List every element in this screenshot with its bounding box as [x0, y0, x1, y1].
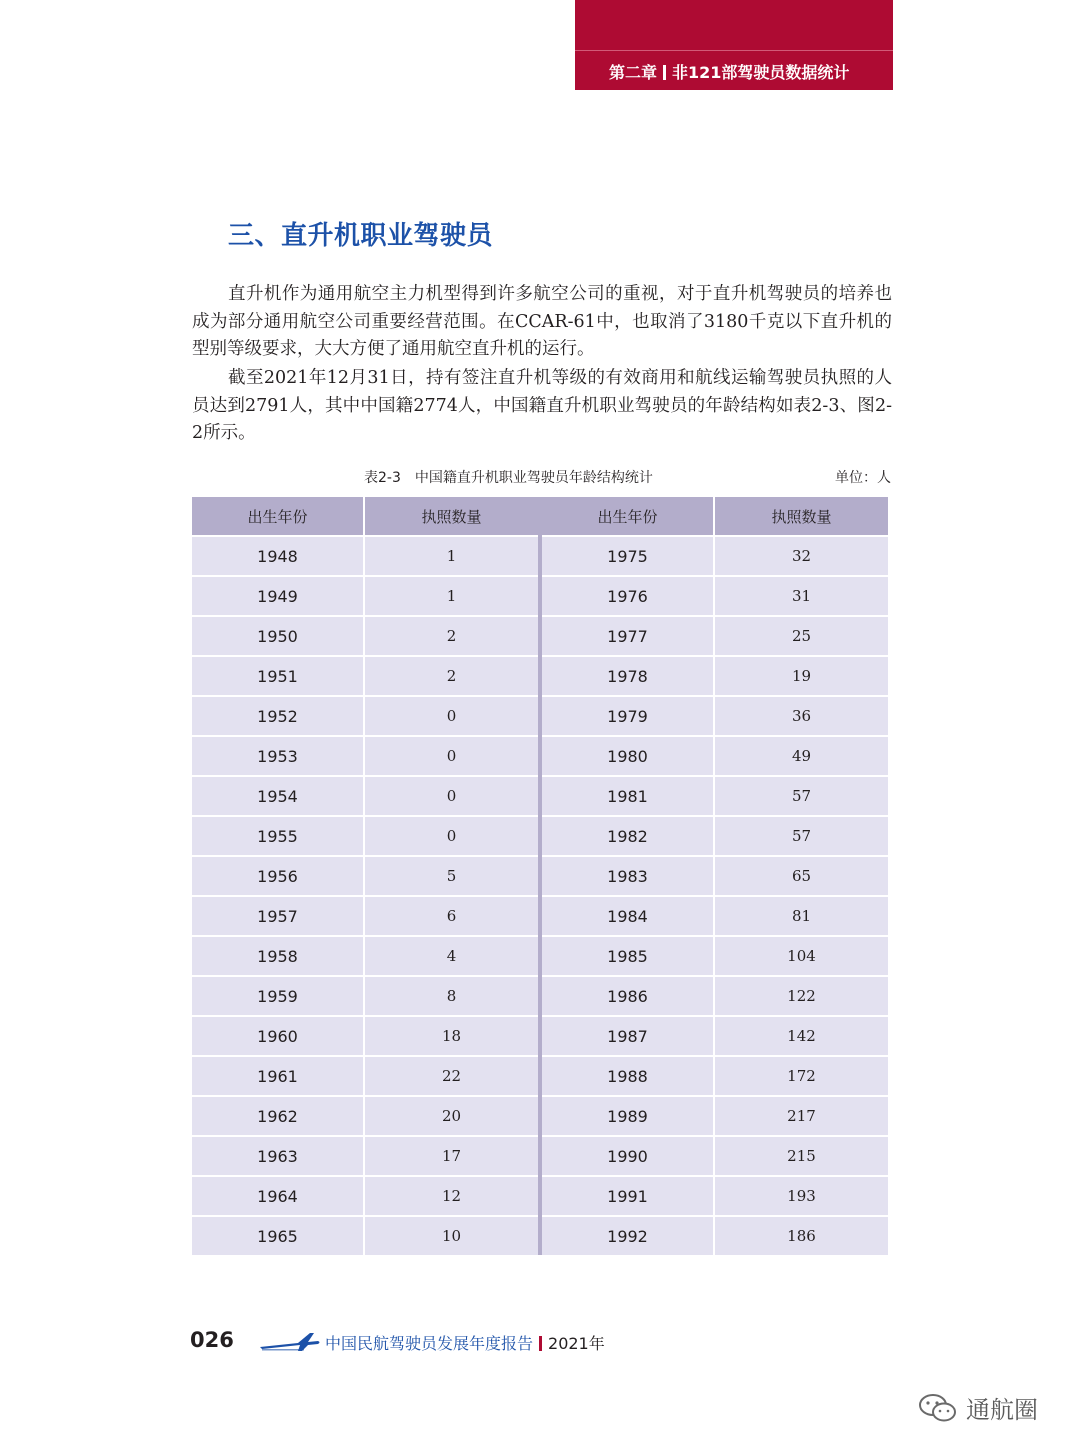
chapter-number: 第二章	[609, 63, 658, 82]
chapter-header-bar	[575, 0, 893, 90]
birth-year-cell: 1949	[192, 577, 363, 615]
license-count-cell: 215	[715, 1137, 888, 1175]
birth-year-cell: 1982	[542, 817, 713, 855]
license-count-cell: 20	[365, 1097, 538, 1135]
birth-year-cell: 1990	[542, 1137, 713, 1175]
table-row	[192, 537, 538, 577]
birth-year-cell: 1991	[542, 1177, 713, 1215]
chapter-separator	[663, 65, 666, 80]
license-count-cell: 172	[715, 1057, 888, 1095]
table-row	[542, 737, 888, 777]
table-row	[542, 977, 888, 1017]
body-paragraph-2: 截至2021年12月31日，持有签注直升机等级的有效商用和航线运输驾驶员执照的人员达到2791人，其中中国籍2774人，中国籍直升机职业驾驶员的年龄结构如表2-3、图2-2所示。	[192, 368, 892, 443]
table-row	[192, 857, 538, 897]
license-count-cell: 0	[365, 737, 538, 775]
birth-year-cell: 1979	[542, 697, 713, 735]
table-row	[542, 897, 888, 937]
birth-year-cell: 1952	[192, 697, 363, 735]
birth-year-cell: 1954	[192, 777, 363, 815]
birth-year-cell: 1986	[542, 977, 713, 1015]
license-count-cell: 2	[365, 617, 538, 655]
birth-year-cell: 1987	[542, 1017, 713, 1055]
birth-year-cell: 1951	[192, 657, 363, 695]
table-row	[192, 1017, 538, 1057]
license-count-cell: 57	[715, 817, 888, 855]
table-row	[192, 937, 538, 977]
birth-year-cell: 1953	[192, 737, 363, 775]
table-row	[542, 617, 888, 657]
birth-year-cell: 1956	[192, 857, 363, 895]
license-count-cell: 122	[715, 977, 888, 1015]
license-count-cell: 0	[365, 777, 538, 815]
birth-year-cell: 1988	[542, 1057, 713, 1095]
airplane-icon	[258, 1327, 322, 1355]
license-count-cell: 12	[365, 1177, 538, 1215]
table-row	[192, 817, 538, 857]
license-count-cell: 49	[715, 737, 888, 775]
birth-year-cell: 1962	[192, 1097, 363, 1135]
license-count-cell: 5	[365, 857, 538, 895]
license-count-cell: 17	[365, 1137, 538, 1175]
birth-year-cell: 1976	[542, 577, 713, 615]
birth-year-cell: 1975	[542, 537, 713, 575]
table-header-row	[192, 497, 538, 537]
chapter-header	[609, 60, 849, 83]
birth-year-cell: 1984	[542, 897, 713, 935]
birth-year-cell: 1965	[192, 1217, 363, 1255]
license-count-cell: 217	[715, 1097, 888, 1135]
license-count-cell: 193	[715, 1177, 888, 1215]
chapter-title: 非121部驾驶员数据统计	[672, 63, 850, 82]
table-row	[542, 857, 888, 897]
birth-year-cell: 1989	[542, 1097, 713, 1135]
birth-year-cell: 1963	[192, 1137, 363, 1175]
license-count-cell: 19	[715, 657, 888, 695]
table-row	[192, 737, 538, 777]
license-count-cell: 57	[715, 777, 888, 815]
table-row	[192, 897, 538, 937]
license-count-cell: 186	[715, 1217, 888, 1255]
footer-separator	[539, 1336, 542, 1351]
birth-year-cell: 1983	[542, 857, 713, 895]
table-right-half	[542, 497, 888, 1257]
age-structure-table	[192, 497, 888, 1257]
column-header-license-count: 执照数量	[365, 497, 538, 535]
table-row	[542, 537, 888, 577]
birth-year-cell: 1959	[192, 977, 363, 1015]
license-count-cell: 142	[715, 1017, 888, 1055]
table-caption-number: 表2-3	[364, 470, 401, 486]
table-row	[192, 977, 538, 1017]
birth-year-cell: 1957	[192, 897, 363, 935]
table-unit: 单位：人	[835, 470, 891, 486]
watermark-text: 通航圈	[966, 1396, 1038, 1424]
birth-year-cell: 1985	[542, 937, 713, 975]
birth-year-cell: 1964	[192, 1177, 363, 1215]
table-caption	[364, 467, 653, 487]
license-count-cell: 0	[365, 817, 538, 855]
license-count-cell: 0	[365, 697, 538, 735]
license-count-cell: 1	[365, 577, 538, 615]
license-count-cell: 10	[365, 1217, 538, 1255]
table-row	[192, 1057, 538, 1097]
section-title: 三、直升机职业驾驶员	[228, 221, 494, 251]
table-row	[192, 657, 538, 697]
table-row	[192, 577, 538, 617]
birth-year-cell: 1978	[542, 657, 713, 695]
table-row	[192, 1097, 538, 1137]
license-count-cell: 32	[715, 537, 888, 575]
table-row	[542, 937, 888, 977]
license-count-cell: 25	[715, 617, 888, 655]
license-count-cell: 104	[715, 937, 888, 975]
license-count-cell: 36	[715, 697, 888, 735]
birth-year-cell: 1980	[542, 737, 713, 775]
footer-report-title	[325, 1331, 605, 1354]
table-header-row	[542, 497, 888, 537]
table-row	[542, 1017, 888, 1057]
table-caption-title: 中国籍直升机职业驾驶员年龄结构统计	[414, 470, 653, 486]
birth-year-cell: 1992	[542, 1217, 713, 1255]
license-count-cell: 4	[365, 937, 538, 975]
license-count-cell: 65	[715, 857, 888, 895]
birth-year-cell: 1958	[192, 937, 363, 975]
table-row	[542, 1177, 888, 1217]
birth-year-cell: 1948	[192, 537, 363, 575]
license-count-cell: 81	[715, 897, 888, 935]
column-header-birth-year: 出生年份	[542, 497, 713, 535]
birth-year-cell: 1955	[192, 817, 363, 855]
birth-year-cell: 1950	[192, 617, 363, 655]
table-row	[192, 1217, 538, 1257]
license-count-cell: 18	[365, 1017, 538, 1055]
table-row	[542, 1057, 888, 1097]
body-paragraph-1: 直升机作为通用航空主力机型得到许多航空公司的重视，对于直升机驾驶员的培养也成为部分通用航空公司重要经营范围。在CCAR-61中，也取消了3180千克以下直升机的型别等级要求，大大方便了通用航空直升机的运行。	[192, 284, 892, 359]
license-count-cell: 22	[365, 1057, 538, 1095]
table-row	[542, 1217, 888, 1257]
table-row	[192, 1177, 538, 1217]
table-row	[192, 1137, 538, 1177]
table-row	[542, 777, 888, 817]
license-count-cell: 2	[365, 657, 538, 695]
table-row	[542, 697, 888, 737]
table-row	[192, 777, 538, 817]
license-count-cell: 1	[365, 537, 538, 575]
license-count-cell: 6	[365, 897, 538, 935]
wechat-icon	[918, 1392, 958, 1424]
birth-year-cell: 1960	[192, 1017, 363, 1055]
table-row	[542, 817, 888, 857]
license-count-cell: 8	[365, 977, 538, 1015]
table-row	[542, 577, 888, 617]
report-title: 中国民航驾驶员发展年度报告	[325, 1334, 534, 1353]
table-row	[542, 1137, 888, 1177]
page-number: 026	[190, 1328, 234, 1352]
table-row	[542, 1097, 888, 1137]
birth-year-cell: 1961	[192, 1057, 363, 1095]
report-year: 2021年	[548, 1334, 605, 1353]
table-left-half	[192, 497, 538, 1257]
table-row	[192, 697, 538, 737]
table-row	[192, 617, 538, 657]
chapter-header-rule	[575, 50, 893, 51]
table-row	[542, 657, 888, 697]
column-header-license-count: 执照数量	[715, 497, 888, 535]
license-count-cell: 31	[715, 577, 888, 615]
birth-year-cell: 1981	[542, 777, 713, 815]
birth-year-cell: 1977	[542, 617, 713, 655]
column-header-birth-year: 出生年份	[192, 497, 363, 535]
